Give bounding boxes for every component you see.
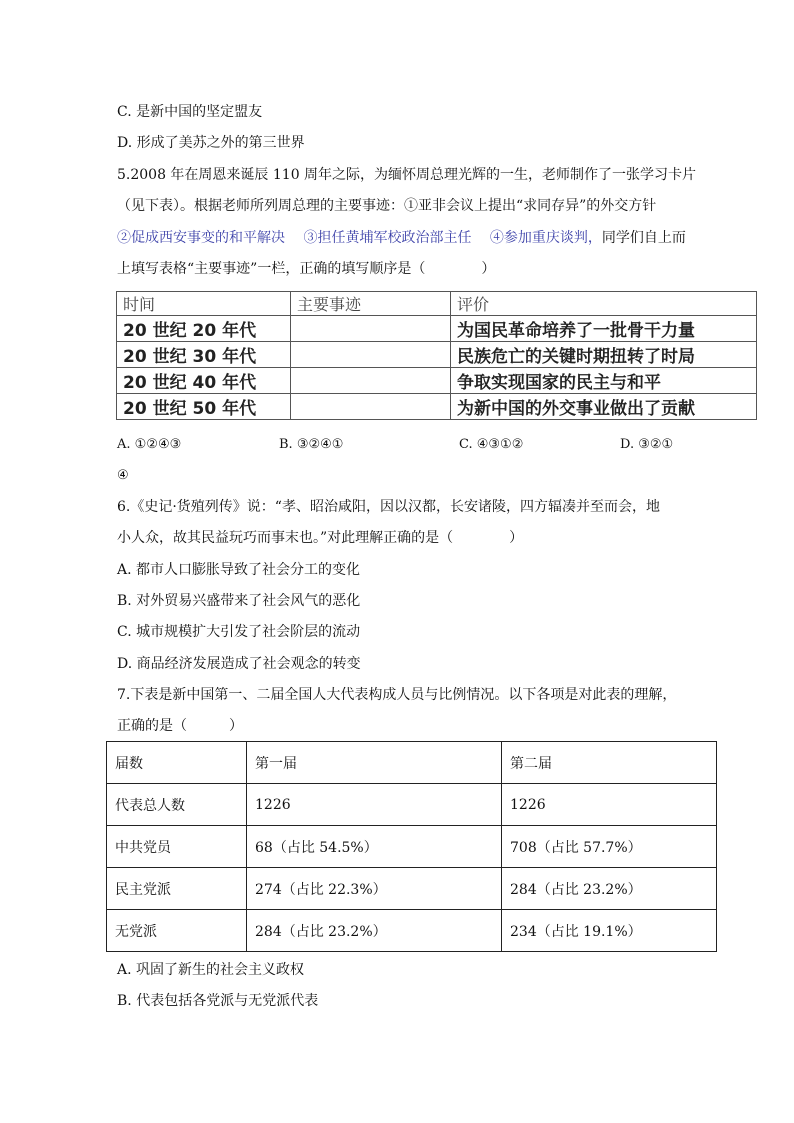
question-5-events: ②促成西安事变的和平解决 ③担任黄埔军校政治部主任 ④参加重庆谈判， — [117, 230, 602, 246]
table-cell-evaluation: 民族危亡的关键时期扭转了时局 — [451, 342, 757, 368]
table-header-row — [117, 292, 757, 316]
table-cell-event — [291, 316, 451, 342]
table-cell-time: 20 世纪 20 年代 — [117, 316, 291, 342]
table-header-cell: 第二届 — [502, 742, 717, 784]
table-header-cell: 时间 — [117, 292, 291, 316]
table-cell-evaluation: 争取实现国家的民主与和平 — [451, 368, 757, 394]
question-5-line-3-tail: 同学们自上而 — [601, 230, 686, 246]
table-row — [117, 368, 757, 394]
table-row — [107, 784, 717, 826]
q6-option-c: C. 城市规模扩大引发了社会阶层的流动 — [117, 624, 361, 640]
table-header-cell: 届数 — [107, 742, 247, 784]
table-cell: 代表总人数 — [107, 784, 247, 826]
table-cell: 284（占比 23.2%） — [502, 868, 717, 910]
question-5-line-2: （见下表）。根据老师所列周总理的主要事迹：①亚非会议上提出“求同存异”的外交方针 — [117, 198, 657, 214]
question-6-line-2: 小人众，故其民益玩巧而事末也。”对此理解正确的是（ ） — [117, 530, 524, 546]
q5-option-a: A. ①②④③ — [117, 437, 182, 452]
table-cell: 68（占比 54.5%） — [247, 826, 502, 868]
table-row — [107, 868, 717, 910]
table-cell-evaluation: 为国民革命培养了一批骨干力量 — [451, 316, 757, 342]
table-row — [117, 316, 757, 342]
table-cell-time: 20 世纪 50 年代 — [117, 394, 291, 420]
table-cell-evaluation: 为新中国的外交事业做出了贡献 — [451, 394, 757, 420]
question-7-line-1: 7.下表是新中国第一、二届全国人大代表构成人员与比例情况。以下各项是对此表的理解， — [117, 687, 677, 703]
table-cell: 中共党员 — [107, 826, 247, 868]
zhou-enlai-card-table — [116, 291, 757, 420]
table-cell-time: 20 世纪 30 年代 — [117, 342, 291, 368]
question-5-line-1: 5.2008 年在周恩来诞辰 110 周年之际，为缅怀周总理光辉的一生，老师制作了一张学习卡片 — [117, 167, 697, 183]
table-cell: 274（占比 22.3%） — [247, 868, 502, 910]
question-7-line-2: 正确的是（ ） — [117, 718, 243, 734]
table-header-cell: 主要事迹 — [291, 292, 451, 316]
q5-option-d-wrap: ④ — [117, 468, 129, 483]
table-cell: 284（占比 23.2%） — [247, 910, 502, 952]
table-cell: 1226 — [247, 784, 502, 826]
table-cell: 708（占比 57.7%） — [502, 826, 717, 868]
option-d-line: D. 形成了美苏之外的第三世界 — [117, 135, 305, 151]
q5-option-c: C. ④③①② — [459, 437, 524, 452]
q6-option-a: A. 都市人口膨胀导致了社会分工的变化 — [117, 562, 361, 578]
table-cell: 234（占比 19.1%） — [502, 910, 717, 952]
q7-option-b: B. 代表包括各党派与无党派代表 — [117, 993, 319, 1009]
question-5-line-3 — [117, 228, 686, 248]
table-row — [117, 342, 757, 368]
table-cell-event — [291, 342, 451, 368]
q6-option-d: D. 商品经济发展造成了社会观念的转变 — [117, 656, 361, 672]
table-row — [117, 394, 757, 420]
question-5-line-4: 上填写表格“主要事迹”一栏，正确的填写顺序是（ ） — [117, 261, 496, 277]
question-6-line-1: 6.《史记·货殖列传》说：“孝、昭治咸阳，因以汉都，长安诸陵，四方辐凑并至而会，地 — [117, 499, 660, 515]
option-c-line: C. 是新中国的坚定盟友 — [117, 104, 263, 120]
table-row — [107, 910, 717, 952]
q5-option-d: D. ③②① — [620, 437, 674, 452]
table-cell-event — [291, 368, 451, 394]
table-header-cell: 评价 — [451, 292, 757, 316]
table-row — [107, 826, 717, 868]
table-cell: 民主党派 — [107, 868, 247, 910]
table-cell-time: 20 世纪 40 年代 — [117, 368, 291, 394]
q7-option-a: A. 巩固了新生的社会主义政权 — [117, 962, 305, 978]
q5-option-b: B. ③②④① — [279, 437, 344, 452]
table-cell-event — [291, 394, 451, 420]
table-header-row — [107, 742, 717, 784]
table-cell: 1226 — [502, 784, 717, 826]
q6-option-b: B. 对外贸易兴盛带来了社会风气的恶化 — [117, 593, 361, 609]
table-cell: 无党派 — [107, 910, 247, 952]
npc-composition-table — [106, 741, 717, 952]
table-header-cell: 第一届 — [247, 742, 502, 784]
